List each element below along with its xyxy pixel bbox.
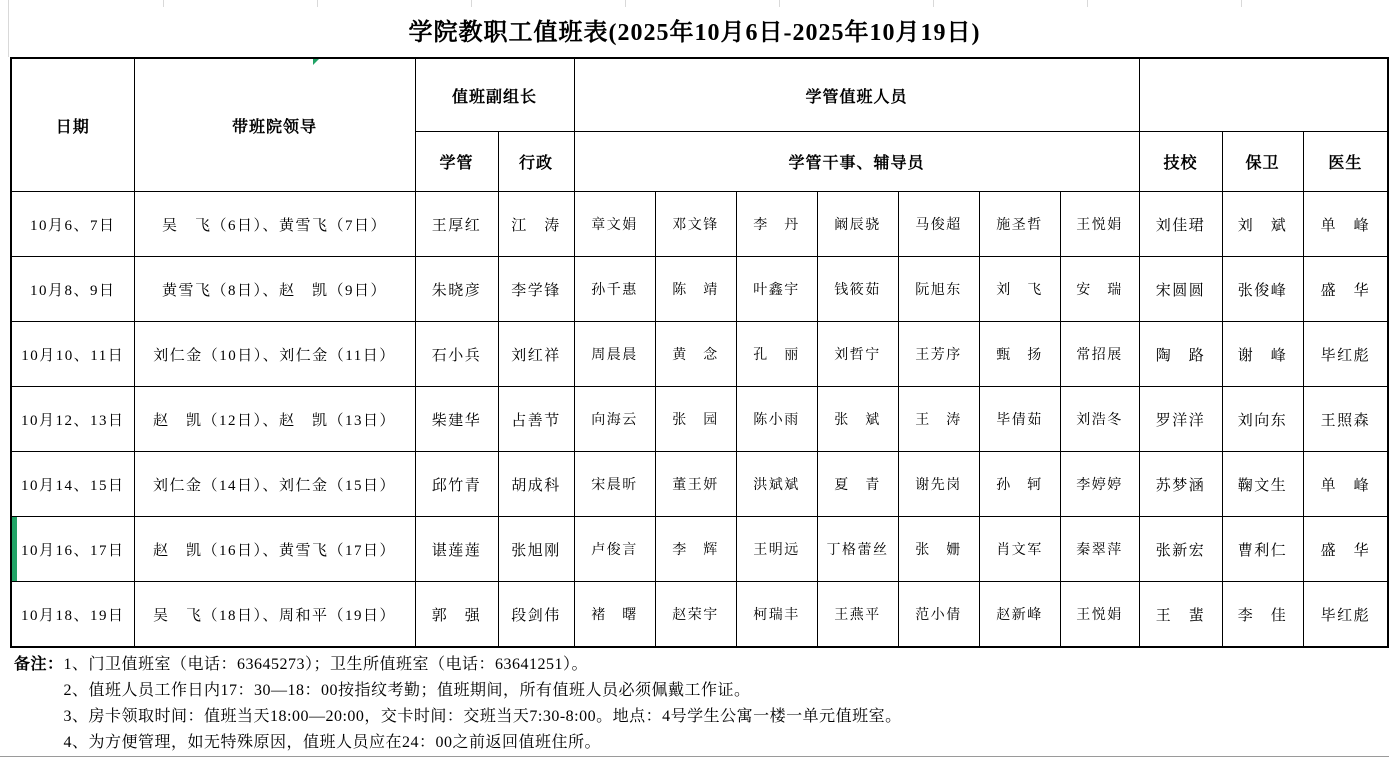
tech-school-cell: 刘佳珺 <box>1139 192 1222 257</box>
staff-cell: 赵新峰 <box>979 582 1060 648</box>
col-header-xingzheng: 行政 <box>498 132 574 192</box>
table-row <box>11 517 1388 582</box>
leader-cell: 刘仁金（14日）、刘仁金（15日） <box>134 452 415 517</box>
note-line: 2、值班人员工作日内17：30—18：00按指纹考勤；值班期间，所有值班人员必须佩戴工作证。 <box>63 682 751 699</box>
security-cell: 刘向东 <box>1222 387 1303 452</box>
leader-cell: 吴 飞（18日）、周和平（19日） <box>134 582 415 648</box>
table-row <box>11 582 1388 648</box>
security-cell: 谢 峰 <box>1222 322 1303 387</box>
note-line: 3、房卡领取时间：值班当天18:00—20:00，交卡时间：交班当天7:30-8:00。地点：4号学生公寓一楼一单元值班室。 <box>63 708 902 725</box>
staff-cell: 邓文锋 <box>655 192 736 257</box>
security-cell: 刘 斌 <box>1222 192 1303 257</box>
tech-school-cell: 张新宏 <box>1139 517 1222 582</box>
security-cell: 张俊峰 <box>1222 257 1303 322</box>
staff-cell: 王明远 <box>736 517 817 582</box>
staff-cell: 钱筱茹 <box>817 257 898 322</box>
date-cell: 10月10、11日 <box>11 322 134 387</box>
duty-roster-table <box>10 57 1389 648</box>
staff-cell: 李婷婷 <box>1060 452 1139 517</box>
col-header-student-sub: 学管干事、辅导员 <box>574 132 1139 192</box>
col-header-tech: 技校 <box>1139 132 1222 192</box>
staff-cell: 王 涛 <box>898 387 979 452</box>
staff-cell: 丁格蕾丝 <box>817 517 898 582</box>
security-cell: 曹利仁 <box>1222 517 1303 582</box>
staff-cell: 黄 念 <box>655 322 736 387</box>
leader-cell: 赵 凯（12日）、赵 凯（13日） <box>134 387 415 452</box>
staff-cell: 范小倩 <box>898 582 979 648</box>
page-bottom-rule <box>0 756 1389 757</box>
staff-cell: 褚 曙 <box>574 582 655 648</box>
staff-cell: 阚辰骁 <box>817 192 898 257</box>
table-row <box>11 452 1388 517</box>
staff-cell: 叶鑫宇 <box>736 257 817 322</box>
deputy-xueguan-cell: 王厚红 <box>415 192 498 257</box>
staff-cell: 夏 青 <box>817 452 898 517</box>
deputy-xueguan-cell: 石小兵 <box>415 322 498 387</box>
leader-cell: 吴 飞（6日）、黄雪飞（7日） <box>134 192 415 257</box>
col-header-leader: 带班院领导 <box>134 58 415 192</box>
doctor-cell: 毕红彪 <box>1303 322 1388 387</box>
deputy-xingzheng-cell: 胡成科 <box>498 452 574 517</box>
table-row <box>11 387 1388 452</box>
staff-cell: 张 姗 <box>898 517 979 582</box>
doctor-cell: 毕红彪 <box>1303 582 1388 648</box>
date-cell: 10月18、19日 <box>11 582 134 648</box>
staff-cell: 赵荣宇 <box>655 582 736 648</box>
staff-cell: 肖文军 <box>979 517 1060 582</box>
staff-cell: 王燕平 <box>817 582 898 648</box>
leader-cell: 刘仁金（10日）、刘仁金（11日） <box>134 322 415 387</box>
table-row <box>11 192 1388 257</box>
staff-cell: 向海云 <box>574 387 655 452</box>
staff-cell: 孔 丽 <box>736 322 817 387</box>
staff-cell: 张 园 <box>655 387 736 452</box>
staff-cell: 施圣哲 <box>979 192 1060 257</box>
date-cell: 10月12、13日 <box>11 387 134 452</box>
doctor-cell: 盛 华 <box>1303 517 1388 582</box>
deputy-xingzheng-cell: 占善节 <box>498 387 574 452</box>
staff-cell: 阮旭东 <box>898 257 979 322</box>
staff-cell: 柯瑞丰 <box>736 582 817 648</box>
deputy-xingzheng-cell: 张旭刚 <box>498 517 574 582</box>
staff-cell: 常招展 <box>1060 322 1139 387</box>
spreadsheet-gridline-strip <box>10 0 1389 7</box>
col-header-date: 日期 <box>11 58 134 192</box>
leader-cell: 赵 凯（16日）、黄雪飞（17日） <box>134 517 415 582</box>
staff-cell: 宋晨昕 <box>574 452 655 517</box>
header-row-1 <box>11 58 1388 132</box>
date-cell: 10月16、17日 <box>11 517 134 582</box>
staff-cell: 卢俊言 <box>574 517 655 582</box>
deputy-xingzheng-cell: 李学锋 <box>498 257 574 322</box>
date-cell: 10月14、15日 <box>11 452 134 517</box>
staff-cell: 陈 靖 <box>655 257 736 322</box>
deputy-xingzheng-cell: 刘红祥 <box>498 322 574 387</box>
tech-school-cell: 陶 路 <box>1139 322 1222 387</box>
doctor-cell: 王照森 <box>1303 387 1388 452</box>
table-header <box>11 58 1388 192</box>
deputy-xueguan-cell: 邱竹青 <box>415 452 498 517</box>
staff-cell: 刘哲宁 <box>817 322 898 387</box>
col-header-xueguan: 学管 <box>415 132 498 192</box>
staff-cell: 王悦娟 <box>1060 192 1139 257</box>
col-header-doctor: 医生 <box>1303 132 1388 192</box>
date-cell: 10月8、9日 <box>11 257 134 322</box>
deputy-xueguan-cell: 朱晓彦 <box>415 257 498 322</box>
staff-cell: 谢先岗 <box>898 452 979 517</box>
staff-cell: 洪斌斌 <box>736 452 817 517</box>
note-line: 1、门卫值班室（电话：63645273）；卫生所值班室（电话：63641251）。 <box>63 656 589 673</box>
staff-cell: 孙 轲 <box>979 452 1060 517</box>
doctor-cell: 盛 华 <box>1303 257 1388 322</box>
staff-cell: 孙千惠 <box>574 257 655 322</box>
tech-school-cell: 罗洋洋 <box>1139 387 1222 452</box>
staff-cell: 马俊超 <box>898 192 979 257</box>
notes-label: 备注： <box>14 656 64 673</box>
staff-cell: 毕倩茹 <box>979 387 1060 452</box>
tech-school-cell: 宋圆圆 <box>1139 257 1222 322</box>
deputy-xingzheng-cell: 段剑伟 <box>498 582 574 648</box>
leader-cell: 黄雪飞（8日）、赵 凯（9日） <box>134 257 415 322</box>
doctor-cell: 单 峰 <box>1303 192 1388 257</box>
staff-cell: 刘 飞 <box>979 257 1060 322</box>
staff-cell: 王芳序 <box>898 322 979 387</box>
deputy-xingzheng-cell: 江 涛 <box>498 192 574 257</box>
staff-cell: 安 瑞 <box>1060 257 1139 322</box>
deputy-xueguan-cell: 郭 强 <box>415 582 498 648</box>
tech-school-cell: 苏梦涵 <box>1139 452 1222 517</box>
tech-school-cell: 王 蜚 <box>1139 582 1222 648</box>
note-line: 4、为方便管理，如无特殊原因，值班人员应在24：00之前返回值班住所。 <box>63 734 602 751</box>
table-row <box>11 322 1388 387</box>
deputy-xueguan-cell: 柴建华 <box>415 387 498 452</box>
notes-items <box>64 652 902 756</box>
deputy-xueguan-cell: 谌莲莲 <box>415 517 498 582</box>
staff-cell: 刘浩冬 <box>1060 387 1139 452</box>
doctor-cell: 单 峰 <box>1303 452 1388 517</box>
staff-cell: 秦翠萍 <box>1060 517 1139 582</box>
staff-cell: 王悦娟 <box>1060 582 1139 648</box>
staff-cell: 张 斌 <box>817 387 898 452</box>
security-cell: 鞠文生 <box>1222 452 1303 517</box>
col-header-security: 保卫 <box>1222 132 1303 192</box>
staff-cell: 李 辉 <box>655 517 736 582</box>
table-row <box>11 257 1388 322</box>
page-title: 学院教职工值班表(2025年10月6日-2025年10月19日) <box>408 20 981 46</box>
staff-cell: 董王妍 <box>655 452 736 517</box>
security-cell: 李 佳 <box>1222 582 1303 648</box>
col-header-blank <box>1139 58 1388 132</box>
staff-cell: 章文娟 <box>574 192 655 257</box>
date-cell: 10月6、7日 <box>11 192 134 257</box>
staff-cell: 周晨晨 <box>574 322 655 387</box>
staff-cell: 陈小雨 <box>736 387 817 452</box>
notes-section <box>14 652 902 756</box>
col-header-deputy-group: 值班副组长 <box>415 58 574 132</box>
staff-cell: 李 丹 <box>736 192 817 257</box>
staff-cell: 甄 扬 <box>979 322 1060 387</box>
col-header-student-group: 学管值班人员 <box>574 58 1139 132</box>
table-body <box>11 192 1388 648</box>
